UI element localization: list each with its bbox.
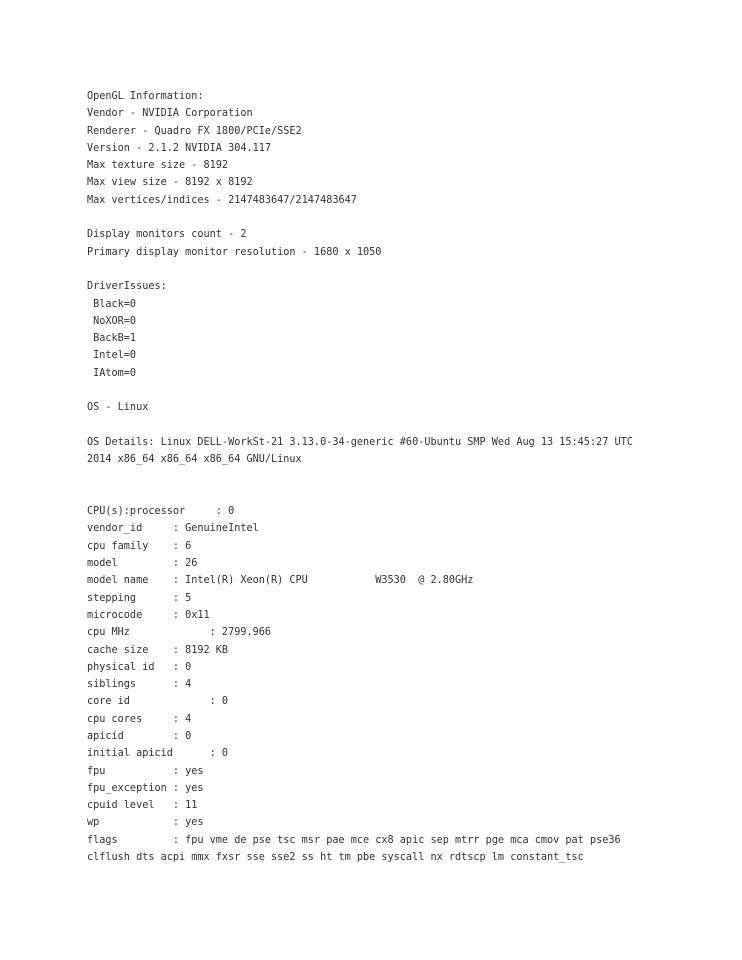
opengl-max-view: Max view size - 8192 x 8192 bbox=[87, 177, 253, 189]
cpu-line: cpu cores : 4 bbox=[87, 713, 192, 725]
cpu-line: microcode : 0x11 bbox=[87, 609, 210, 621]
display-monitors-count: Display monitors count - 2 bbox=[87, 229, 247, 241]
cpu-line: vendor_id : GenuineIntel bbox=[87, 523, 259, 535]
driver-issue-item: NoXOR=0 bbox=[87, 315, 137, 327]
cpu-line: physical id : 0 bbox=[87, 661, 192, 673]
spacer bbox=[87, 261, 727, 278]
opengl-max-vertices: Max vertices/indices - 2147483647/2147483647 bbox=[87, 194, 357, 206]
cpu-line: initial apicid : 0 bbox=[87, 748, 229, 760]
os-details-line2: 2014 x86_64 x86_64 x86_64 GNU/Linux bbox=[87, 454, 302, 466]
display-primary-resolution: Primary display monitor resolution - 1680 x 1050 bbox=[87, 246, 382, 258]
cpu-line: apicid : 0 bbox=[87, 730, 192, 742]
spacer bbox=[87, 209, 727, 226]
spacer bbox=[87, 417, 727, 434]
cpu-line: cpuid level : 11 bbox=[87, 800, 198, 812]
driver-issue-item: Intel=0 bbox=[87, 350, 137, 362]
cpu-line: fpu_exception : yes bbox=[87, 782, 204, 794]
driver-issue-item: BackB=1 bbox=[87, 333, 137, 345]
cpu-line: siblings : 4 bbox=[87, 679, 192, 691]
cpu-line: stepping : 5 bbox=[87, 592, 192, 604]
opengl-vendor: Vendor - NVIDIA Corporation bbox=[87, 108, 253, 120]
opengl-renderer: Renderer - Quadro FX 1800/PCIe/SSE2 bbox=[87, 125, 302, 137]
cpu-line: cpu MHz : 2799.966 bbox=[87, 627, 272, 639]
cpu-line: flags : fpu vme de pse tsc msr pae mce cx8 apic sep mtrr pge mca cmov pat pse36 bbox=[87, 834, 621, 846]
driver-issue-item: Black=0 bbox=[87, 298, 137, 310]
spacer bbox=[87, 382, 727, 399]
cpu-line: model : 26 bbox=[87, 558, 198, 570]
system-info-document bbox=[87, 88, 727, 866]
os-details-line1: OS Details: Linux DELL-WorkSt-21 3.13.0-34-generic #60-Ubuntu SMP Wed Aug 13 15:45:27 UTC bbox=[87, 436, 633, 448]
cpu-line: wp : yes bbox=[87, 817, 204, 829]
os-name: OS - Linux bbox=[87, 402, 149, 414]
driver-issue-item: IAtom=0 bbox=[87, 367, 137, 379]
driver-issues-header: DriverIssues: bbox=[87, 281, 167, 293]
cpu-line: CPU(s):processor : 0 bbox=[87, 506, 235, 518]
spacer bbox=[87, 469, 727, 504]
cpu-line: cpu family : 6 bbox=[87, 540, 192, 552]
cpu-line: fpu : yes bbox=[87, 765, 204, 777]
cpu-info-block bbox=[87, 503, 727, 866]
opengl-version: Version - 2.1.2 NVIDIA 304.117 bbox=[87, 142, 272, 154]
cpu-line: model name : Intel(R) Xeon(R) CPU W3530 @ 2.80GHz bbox=[87, 575, 474, 587]
opengl-max-texture: Max texture size - 8192 bbox=[87, 160, 229, 172]
opengl-header: OpenGL Information: bbox=[87, 91, 204, 102]
cpu-line: core id : 0 bbox=[87, 696, 229, 708]
cpu-line: clflush dts acpi mmx fxsr sse sse2 ss ht tm pbe syscall nx rdtscp lm constant_tsc bbox=[87, 852, 584, 864]
cpu-line: cache size : 8192 KB bbox=[87, 644, 229, 656]
